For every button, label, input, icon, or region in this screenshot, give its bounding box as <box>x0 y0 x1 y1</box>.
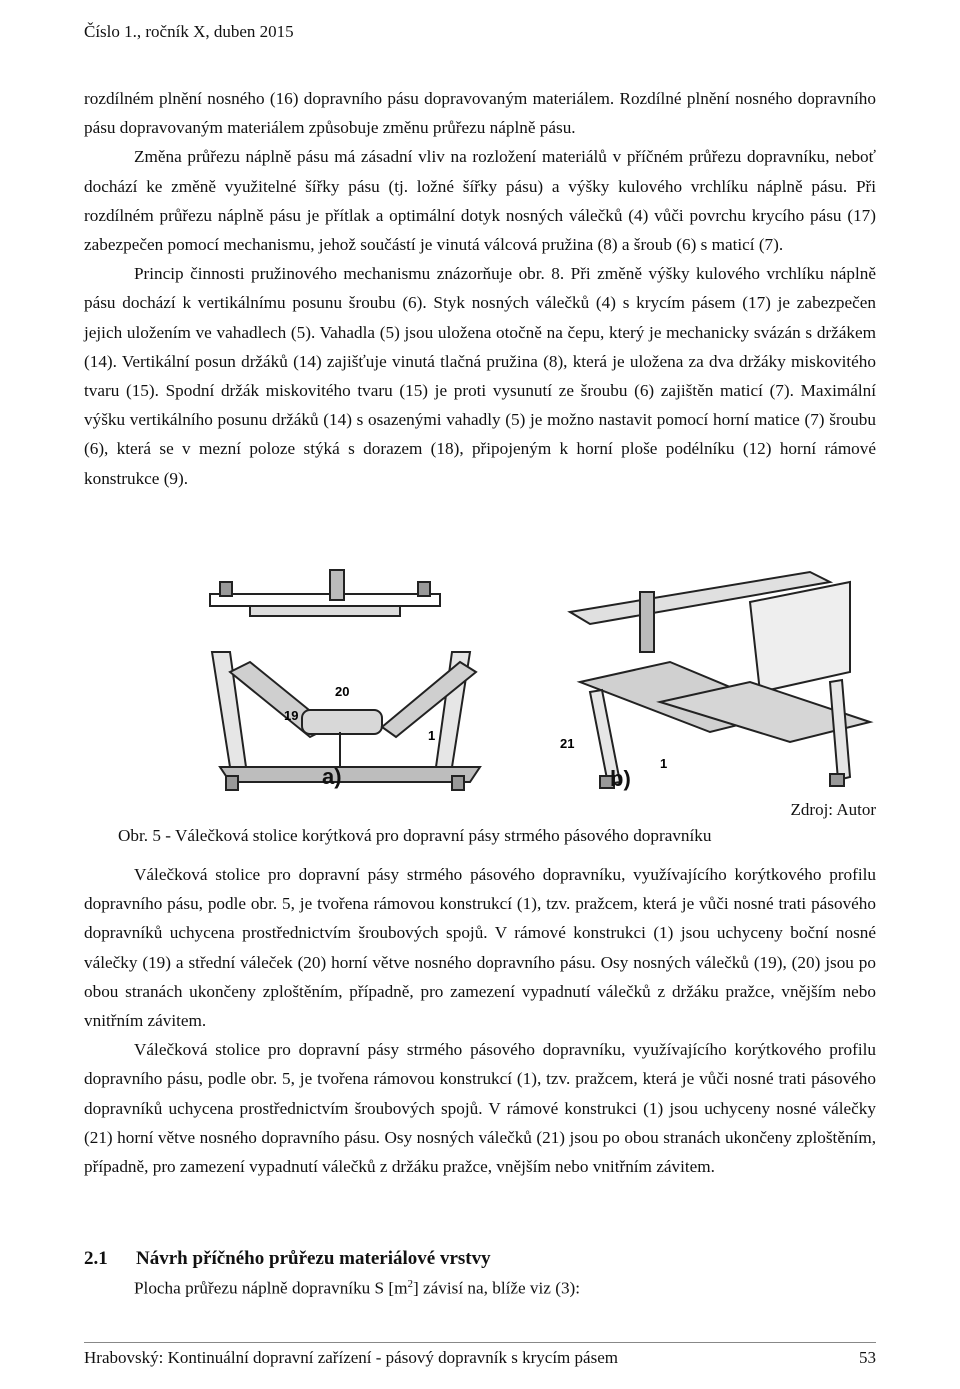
callout-20: 20 <box>335 684 350 699</box>
section-heading <box>84 1248 491 1270</box>
figure-roller-stands <box>190 562 890 798</box>
section-number: 2.1 <box>84 1248 108 1269</box>
footer-title: Hrabovský: Kontinuální dopravní zařízení - pásový dopravník s krycím pásem <box>84 1348 618 1367</box>
stand-b-drawing <box>570 572 870 788</box>
text-block-1 <box>84 84 876 493</box>
footer-rule <box>84 1342 876 1343</box>
paragraph: Válečková stolice pro dopravní pásy strmého pásového dopravníku, využívajícího korýtkového profilu dopravního pásu, podle obr. 5, je tvořena rámovou konstrukcí (1), tzv. pražcem, která je vůči nosné trati pásového dopravníků uchycena prostřednictvím šroubových spojů. V rámové konstrukci (1) jsou uchyceny boční nosné válečky (19) a střední váleček (20) horní větve nosného dopravního pásu. Osy nosných válečků (19), (20) jsou po obou stranách ukončeny zploštěním, případně, pro zamezení vypadnutí válečků z držáku pražce, vnějším nebo vnitřním závitem. <box>84 865 876 1031</box>
figure-drawing <box>190 562 890 798</box>
formula-superscript: 2 <box>407 1278 413 1290</box>
callout-1-a: 1 <box>428 728 436 743</box>
text-block-2 <box>84 860 876 1181</box>
paragraph: rozdílném plnění nosného (16) dopravního pásu dopravovaným materiálem. Rozdílné plnění nosného dopravního pásu dopravovaným materiálem způsobuje změnu průřezu náplně pásu. <box>84 89 876 138</box>
formula-intro <box>134 1278 580 1299</box>
formula-text-after: ] závisí na, blíže viz (3): <box>413 1278 581 1298</box>
section-title: Návrh příčného průřezu materiálové vrstvy <box>136 1248 491 1269</box>
figure-caption: Obr. 5 - Válečková stolice korýtková pro dopravní pásy strmého pásového dopravníku <box>118 826 712 845</box>
callout-1-b: 1 <box>660 756 668 771</box>
figure-source: Zdroj: Autor <box>790 800 876 819</box>
formula-text-before: Plocha průřezu náplně dopravníku S [m <box>134 1278 408 1298</box>
paragraph: Změna průřezu náplně pásu má zásadní vliv na rozložení materiálů v příčném průřezu dopravníku, neboť dochází ke změně využitelné šířky pásu (tj. ložné šířky pásu) a výšky kulového vrchlíku náplně pásu. Při rozdílném průřezu náplně pásu je přítlak a optimální dotyk nosných válečků (4) vůči povrchu krycího pásu (17) zabezpečen pomocí mechanismu, jehož součástí je vinutá válcová pružina (8) a šroub (6) s maticí (7). <box>84 147 876 255</box>
paragraph: Válečková stolice pro dopravní pásy strmého pásového dopravníku, využívajícího korýtkového profilu dopravního pásu, podle obr. 5, je tvořena rámovou konstrukcí (1), tzv. pražcem, která je vůči nosné trati pásového dopravníků uchycena prostřednictvím šroubových spojů. V rámové konstrukci (1) jsou uchyceny nosné válečky (21) horní větve nosného dopravního pásu. Osy nosných válečků (21) jsou po obou stranách ukončeny zploštěním, případně, pro zamezení vypadnutí válečků z držáku pražce, vnějším nebo vnitřním závitem. <box>84 1040 876 1177</box>
figure-label-a: a) <box>322 764 342 789</box>
stand-a-drawing <box>210 570 480 790</box>
page-number: 53 <box>859 1348 876 1367</box>
figure-label-b: b) <box>610 766 631 791</box>
callout-19: 19 <box>284 708 299 723</box>
page-header: Číslo 1., ročník X, duben 2015 <box>84 22 294 41</box>
paragraph: Princip činnosti pružinového mechanismu znázorňuje obr. 8. Při změně výšky kulového vrchlíku náplně pásu dochází k vertikálnímu posunu šroubu (6). Styk nosných válečků (4) s krycím pásem (17) je zabezpečen jejich uložením ve vahadlech (5). Vahadla (5) jsou uložena otočně na čepu, který je mechanicky svázán s držákem (14). Vertikální posun držáků (14) zajišťuje vinutá tlačná pružina (8), která je uložena za dva držáky miskovitého tvaru (15). Spodní držák miskovitého tvaru (15) je proti vysunutí ze šroubu (6) zajištěn maticí (7). Maximální výšku vertikálního posunu držáků (14) s osazenými vahadly (5) je možno nastavit pomocí horní matice (7) šroubu (6), která se v mezní poloze stýká s dorazem (18), připojeným k horní ploše podélníku (12) horní rámové konstrukce (9). <box>84 264 876 488</box>
callout-21: 21 <box>560 736 575 751</box>
